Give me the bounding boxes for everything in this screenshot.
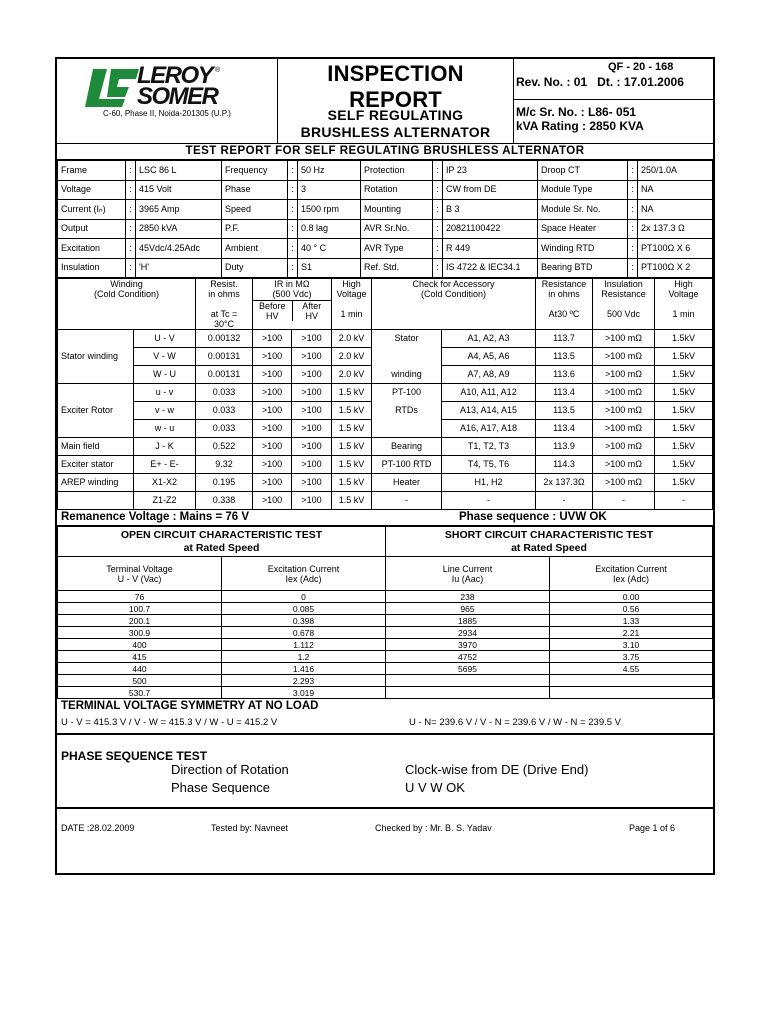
accessory-acc: A1, A2, A3 <box>442 330 536 348</box>
spec-cell: Current (Iₙ) <box>58 200 126 220</box>
sc-line-current-value: 1885 <box>386 615 550 627</box>
winding-before: >100 <box>253 384 292 402</box>
winding-res: 0.195 <box>196 474 253 492</box>
sc-excitation-value: 3.75 <box>550 651 713 663</box>
accessory-ahv: 1.5kV <box>655 438 713 456</box>
winding-after: >100 <box>292 474 332 492</box>
accessory-group: Stator <box>372 330 442 348</box>
winding-res: 0.338 <box>196 492 253 510</box>
spec-cell: : <box>433 180 443 200</box>
spec-cell: : <box>433 161 443 181</box>
spec-cell: : <box>126 239 136 259</box>
spec-cell: : <box>628 258 638 278</box>
winding-after: >100 <box>292 456 332 474</box>
accessory-ahv: 1.5kV <box>655 384 713 402</box>
spec-cell: Bearing BTD <box>538 258 628 278</box>
spec-cell: Space Heater <box>538 219 628 239</box>
winding-row <box>58 492 713 510</box>
winding-before: >100 <box>253 402 292 420</box>
machine-serial: M/c Sr. No. : L86- 051 <box>516 105 637 119</box>
sc-excitation-value: 4.55 <box>550 663 713 675</box>
spec-cell: : <box>126 161 136 181</box>
accessory-group: PT-100 RTD <box>372 456 442 474</box>
spec-cell: P.F. <box>222 219 288 239</box>
spec-cell: NA <box>638 200 713 220</box>
winding-hv: 1.5 kV <box>332 492 372 510</box>
company-block <box>57 59 278 143</box>
oc-current-value: 0.398 <box>222 615 386 627</box>
spec-cell: : <box>628 219 638 239</box>
sc-line-current-value: 238 <box>386 591 550 603</box>
phase-test-title: PHASE SEQUENCE TEST <box>61 749 208 763</box>
accessory-group: - <box>372 492 442 510</box>
spec-cell: CW from DE <box>443 180 538 200</box>
acc-high-voltage-header: High Voltage 1 min <box>655 279 713 330</box>
accessory-ins: - <box>593 492 655 510</box>
report-footer <box>57 809 713 849</box>
oc-voltage-value: 76 <box>58 591 222 603</box>
spec-cell: Voltage <box>58 180 126 200</box>
spec-cell: Speed <box>222 200 288 220</box>
accessory-ahv: - <box>655 492 713 510</box>
spec-cell: Droop CT <box>538 161 628 181</box>
page-number: Page 1 of 6 <box>629 823 676 833</box>
spec-cell: Duty <box>222 258 288 278</box>
accessory-header: Check for Accessory (Cold Condition) <box>372 279 536 330</box>
spec-cell: : <box>288 200 298 220</box>
winding-row <box>58 474 713 492</box>
winding-group-label: AREP winding <box>58 474 134 492</box>
sc-line-current-value <box>386 675 550 687</box>
spec-cell: Insulation <box>58 258 126 278</box>
info-divider <box>514 99 713 100</box>
spec-cell: Rotation <box>361 180 433 200</box>
accessory-ares: 113.4 <box>536 384 593 402</box>
spec-cell: Frequency <box>222 161 288 181</box>
logo-registered-mark: ® <box>215 67 221 74</box>
accessory-ares: 113.4 <box>536 420 593 438</box>
accessory-ins: >100 mΩ <box>593 420 655 438</box>
sc-excitation-value: 1.33 <box>550 615 713 627</box>
spec-cell: 50 Hz <box>298 161 361 181</box>
oc-voltage-value: 500 <box>58 675 222 687</box>
accessory-ares: 113.7 <box>536 330 593 348</box>
winding-term: u - v <box>134 384 196 402</box>
oc-current-value: 0.085 <box>222 603 386 615</box>
accessory-ares: 2x 137.3Ω <box>536 474 593 492</box>
revision-line: Rev. No. : 01 Dt. : 17.01.2006 <box>516 75 684 89</box>
accessory-group <box>372 348 442 366</box>
winding-before: >100 <box>253 330 292 348</box>
spec-cell: IS 4722 & IEC34.1 <box>443 258 538 278</box>
winding-res: 0.033 <box>196 420 253 438</box>
spec-cell: 'H' <box>136 258 222 278</box>
winding-res: 9.32 <box>196 456 253 474</box>
accessory-acc: A4, A5, A6 <box>442 348 536 366</box>
accessory-acc: A16, A17, A18 <box>442 420 536 438</box>
spec-cell: : <box>433 239 443 259</box>
spec-cell: : <box>288 258 298 278</box>
spec-cell: : <box>628 239 638 259</box>
ir-header: IR in MΩ (500 Vdc) Before HV After HV <box>253 279 332 330</box>
oc-current-value: 0.678 <box>222 627 386 639</box>
winding-before: >100 <box>253 492 292 510</box>
spec-cell: 20821100422 <box>443 219 538 239</box>
winding-after: >100 <box>292 348 332 366</box>
spec-cell: IP 23 <box>443 161 538 181</box>
spec-cell: : <box>126 219 136 239</box>
winding-res: 0.033 <box>196 384 253 402</box>
oc-voltage-value: 400 <box>58 639 222 651</box>
spec-cell: Frame <box>58 161 126 181</box>
winding-header: Winding (Cold Condition) <box>58 279 196 330</box>
sc-excitation-value: 2.21 <box>550 627 713 639</box>
test-data-row <box>58 591 713 603</box>
accessory-ins: >100 mΩ <box>593 366 655 384</box>
spec-cell: : <box>288 219 298 239</box>
oc-voltage-value: 300.9 <box>58 627 222 639</box>
accessory-ares: 114.3 <box>536 456 593 474</box>
leroy-somer-logo-icon <box>85 69 139 107</box>
accessory-acc: H1, H2 <box>442 474 536 492</box>
sc-excitation-value <box>550 675 713 687</box>
accessory-ares: 113.9 <box>536 438 593 456</box>
oc-voltage-value: 100.7 <box>58 603 222 615</box>
oc-voltage-value: 530.7 <box>58 687 222 699</box>
oc-voltage-value: 440 <box>58 663 222 675</box>
winding-term: X1-X2 <box>134 474 196 492</box>
doc-code: QF - 20 - 168 <box>608 61 674 73</box>
winding-term: J - K <box>134 438 196 456</box>
winding-after: >100 <box>292 492 332 510</box>
spec-table <box>57 160 713 278</box>
winding-row <box>58 420 713 438</box>
sc-line-current-value: 3970 <box>386 639 550 651</box>
winding-res: 0.033 <box>196 402 253 420</box>
accessory-acc: A13, A14, A15 <box>442 402 536 420</box>
test-data-row <box>58 663 713 675</box>
spec-cell: 3 <box>298 180 361 200</box>
sc-excitation-value <box>550 687 713 699</box>
sc-excitation-value: 0.56 <box>550 603 713 615</box>
winding-hv: 1.5 kV <box>332 384 372 402</box>
accessory-ahv: 1.5kV <box>655 420 713 438</box>
spec-cell: Output <box>58 219 126 239</box>
report-title: INSPECTION REPORT <box>327 61 464 112</box>
accessory-ins: >100 mΩ <box>593 474 655 492</box>
winding-before: >100 <box>253 348 292 366</box>
winding-row <box>58 384 713 402</box>
spec-cell: NA <box>638 180 713 200</box>
phase-sequence-summary: Phase sequence : UVW OK <box>459 511 607 523</box>
winding-hv: 1.5 kV <box>332 456 372 474</box>
spec-cell: 40 ° C <box>298 239 361 259</box>
spec-cell: 250/1.0A <box>638 161 713 181</box>
oc-current-value: 1.416 <box>222 663 386 675</box>
winding-hv: 1.5 kV <box>332 438 372 456</box>
winding-after: >100 <box>292 438 332 456</box>
oc-voltage-header: Terminal Voltage U - V (Vac) <box>58 557 222 591</box>
spec-cell: Winding RTD <box>538 239 628 259</box>
sc-line-current-value: 2934 <box>386 627 550 639</box>
spec-cell: S1 <box>298 258 361 278</box>
test-data-row <box>58 627 713 639</box>
spec-cell: 415 Volt <box>136 180 222 200</box>
sequence-value: U V W OK <box>405 780 465 795</box>
spec-cell: : <box>288 180 298 200</box>
accessory-ins: >100 mΩ <box>593 438 655 456</box>
line-voltages: U - V = 415.3 V / V - W = 415.3 V / W - U = 415.2 V <box>61 717 278 728</box>
spec-row <box>58 258 713 278</box>
accessory-acc: A10, A11, A12 <box>442 384 536 402</box>
symmetry-title: TERMINAL VOLTAGE SYMMETRY AT NO LOAD <box>61 700 319 712</box>
sc-excitation-header: Excitation Current Iex (Adc) <box>550 557 713 591</box>
spec-cell: : <box>628 200 638 220</box>
winding-before: >100 <box>253 438 292 456</box>
accessory-ahv: 1.5kV <box>655 366 713 384</box>
accessory-ares: 113.5 <box>536 348 593 366</box>
kva-rating: kVA Rating : 2850 KVA <box>516 119 644 133</box>
accessory-ins: >100 mΩ <box>593 384 655 402</box>
winding-after: >100 <box>292 420 332 438</box>
winding-before: >100 <box>253 420 292 438</box>
spec-cell: 0.8 lag <box>298 219 361 239</box>
winding-res: 0.522 <box>196 438 253 456</box>
spec-cell: Ambient <box>222 239 288 259</box>
spec-cell: PT100Ω X 6 <box>638 239 713 259</box>
test-data-row <box>58 603 713 615</box>
winding-hv: 2.0 kV <box>332 366 372 384</box>
accessory-acc: A7, A8, A9 <box>442 366 536 384</box>
winding-group-label: Main field <box>58 438 134 456</box>
winding-before: >100 <box>253 366 292 384</box>
winding-row <box>58 330 713 348</box>
oc-voltage-value: 415 <box>58 651 222 663</box>
spec-cell: : <box>433 258 443 278</box>
report-subtitle: SELF REGULATING BRUSHLESS ALTERNATOR <box>300 107 491 140</box>
winding-res: 0.00132 <box>196 330 253 348</box>
insulation-header: Insulation Resistance 500 Vdc <box>593 279 655 330</box>
accessory-acc: - <box>442 492 536 510</box>
accessory-group: Bearing <box>372 438 442 456</box>
winding-hv: 2.0 kV <box>332 330 372 348</box>
spec-cell: Module Type <box>538 180 628 200</box>
winding-hv: 1.5 kV <box>332 420 372 438</box>
accessory-ahv: 1.5kV <box>655 474 713 492</box>
accessory-acc: T1, T2, T3 <box>442 438 536 456</box>
spec-cell: LSC 86 L <box>136 161 222 181</box>
spec-cell: Protection <box>361 161 433 181</box>
section-title: TEST REPORT FOR SELF REGULATING BRUSHLESS ALTERNATOR <box>57 144 713 160</box>
accessory-ahv: 1.5kV <box>655 402 713 420</box>
resistance-header: Resist. in ohms at Tc = 30°C <box>196 279 253 330</box>
accessory-ins: >100 mΩ <box>593 456 655 474</box>
winding-term: Z1-Z2 <box>134 492 196 510</box>
winding-table <box>57 278 713 510</box>
winding-hv: 2.0 kV <box>332 348 372 366</box>
accessory-ins: >100 mΩ <box>593 330 655 348</box>
spec-cell: 1500 rpm <box>298 200 361 220</box>
sequence-label: Phase Sequence <box>171 780 271 795</box>
characteristic-tests <box>57 526 713 699</box>
accessory-ahv: 1.5kV <box>655 456 713 474</box>
spec-cell: : <box>126 258 136 278</box>
test-header-row <box>58 557 713 591</box>
spec-cell: Mounting <box>361 200 433 220</box>
winding-hv: 1.5 kV <box>332 474 372 492</box>
oc-current-value: 1.112 <box>222 639 386 651</box>
accessory-group: winding <box>372 366 442 384</box>
test-data-row <box>58 675 713 687</box>
oc-current-value: 1.2 <box>222 651 386 663</box>
accessory-ahv: 1.5kV <box>655 348 713 366</box>
sc-excitation-value: 3.10 <box>550 639 713 651</box>
open-circuit-title: OPEN CIRCUIT CHARACTERISTIC TEST at Rated Speed <box>58 527 386 557</box>
winding-after: >100 <box>292 384 332 402</box>
winding-group-label <box>58 492 134 510</box>
sc-line-current-value: 5695 <box>386 663 550 675</box>
oc-current-header: Excitation Current Iex (Adc) <box>222 557 386 591</box>
winding-term: v - w <box>134 402 196 420</box>
spec-cell: : <box>628 180 638 200</box>
spec-row <box>58 180 713 200</box>
winding-row <box>58 456 713 474</box>
phase-voltages: U - N= 239.6 V / V - N = 239.6 V / W - N = 239.5 V <box>409 717 621 728</box>
spec-cell: : <box>288 161 298 181</box>
voltage-symmetry <box>57 699 713 735</box>
spec-cell: : <box>433 219 443 239</box>
accessory-ares: - <box>536 492 593 510</box>
winding-term: V - W <box>134 348 196 366</box>
winding-before: >100 <box>253 456 292 474</box>
winding-after: >100 <box>292 330 332 348</box>
title-block <box>278 59 514 143</box>
winding-after: >100 <box>292 366 332 384</box>
winding-row <box>58 438 713 456</box>
sc-line-current-value: 965 <box>386 603 550 615</box>
spec-cell: : <box>126 180 136 200</box>
winding-res: 0.00131 <box>196 348 253 366</box>
checked-by: Checked by : Mr. B. S. Yadav <box>375 823 492 833</box>
accessory-ares: 113.6 <box>536 366 593 384</box>
winding-hv: 1.5 kV <box>332 402 372 420</box>
phase-sequence-test <box>57 735 713 809</box>
direction-value: Clock-wise from DE (Drive End) <box>405 762 589 777</box>
winding-before: >100 <box>253 474 292 492</box>
accessory-acc: T4, T5, T6 <box>442 456 536 474</box>
oc-current-value: 2.293 <box>222 675 386 687</box>
remanence-voltage: Remanence Voltage : Mains = 76 V <box>61 511 250 523</box>
oc-voltage-value: 200.1 <box>58 615 222 627</box>
spec-cell: R 449 <box>443 239 538 259</box>
test-data-row <box>58 615 713 627</box>
accessory-ares: 113.5 <box>536 402 593 420</box>
test-data-row <box>58 639 713 651</box>
winding-group-label: Stator winding <box>58 330 134 384</box>
winding-row <box>58 402 713 420</box>
winding-term: E+ - E- <box>134 456 196 474</box>
test-title-row <box>58 527 713 557</box>
winding-group-label: Exciter stator <box>58 456 134 474</box>
spec-cell: Excitation <box>58 239 126 259</box>
acc-resistance-header: Resistance in ohms At30 ºC <box>536 279 593 330</box>
spec-cell: 3965 Amp <box>136 200 222 220</box>
accessory-group: RTDs <box>372 402 442 420</box>
spec-row <box>58 200 713 220</box>
accessory-ahv: 1.5kV <box>655 330 713 348</box>
logo-text: LEROY SOMER <box>137 62 218 110</box>
spec-cell: Ref. Std. <box>361 258 433 278</box>
winding-row <box>58 348 713 366</box>
spec-cell: AVR Sr.No. <box>361 219 433 239</box>
accessory-ins: >100 mΩ <box>593 402 655 420</box>
company-address: C-60, Phase II, Noida-201305 (U.P.) <box>103 109 231 118</box>
winding-res: 0.00131 <box>196 366 253 384</box>
spec-cell: 45Vdc/4.25Adc <box>136 239 222 259</box>
document-info <box>514 59 713 143</box>
spec-cell: AVR Type <box>361 239 433 259</box>
spec-cell: Phase <box>222 180 288 200</box>
spec-row <box>58 219 713 239</box>
accessory-ins: >100 mΩ <box>593 348 655 366</box>
spec-cell: : <box>628 161 638 181</box>
winding-header-row <box>58 279 713 330</box>
spec-cell: : <box>433 200 443 220</box>
oc-current-value: 3.019 <box>222 687 386 699</box>
test-data-row <box>58 651 713 663</box>
direction-label: Direction of Rotation <box>171 762 289 777</box>
winding-term: U - V <box>134 330 196 348</box>
spec-cell: : <box>126 200 136 220</box>
winding-term: W - U <box>134 366 196 384</box>
winding-group-label: Exciter Rotor <box>58 384 134 438</box>
spec-cell: B 3 <box>443 200 538 220</box>
spec-cell: Module Sr. No. <box>538 200 628 220</box>
remanence-bar <box>57 510 713 526</box>
sc-line-current-value <box>386 687 550 699</box>
spec-cell: 2850 kVA <box>136 219 222 239</box>
oc-current-value: 0 <box>222 591 386 603</box>
report-header <box>57 59 713 144</box>
accessory-group: Heater <box>372 474 442 492</box>
sc-current-header: Line Current Iu (Aac) <box>386 557 550 591</box>
spec-row <box>58 161 713 181</box>
tested-by: Tested by: Navneet <box>211 823 289 833</box>
spec-cell: PT100Ω X 2 <box>638 258 713 278</box>
winding-after: >100 <box>292 402 332 420</box>
spec-cell: : <box>288 239 298 259</box>
winding-term: w - u <box>134 420 196 438</box>
report-date: DATE :28.02.2009 <box>61 823 135 833</box>
sc-excitation-value: 0.00 <box>550 591 713 603</box>
spec-row <box>58 239 713 259</box>
inspection-report-sheet <box>55 57 715 875</box>
winding-row <box>58 366 713 384</box>
accessory-group <box>372 420 442 438</box>
test-data-row <box>58 687 713 699</box>
accessory-group: PT-100 <box>372 384 442 402</box>
high-voltage-header: High Voltage 1 min <box>332 279 372 330</box>
spec-cell: 2x 137.3 Ω <box>638 219 713 239</box>
sc-line-current-value: 4752 <box>386 651 550 663</box>
short-circuit-title: SHORT CIRCUIT CHARACTERISTIC TEST at Rated Speed <box>386 527 713 557</box>
